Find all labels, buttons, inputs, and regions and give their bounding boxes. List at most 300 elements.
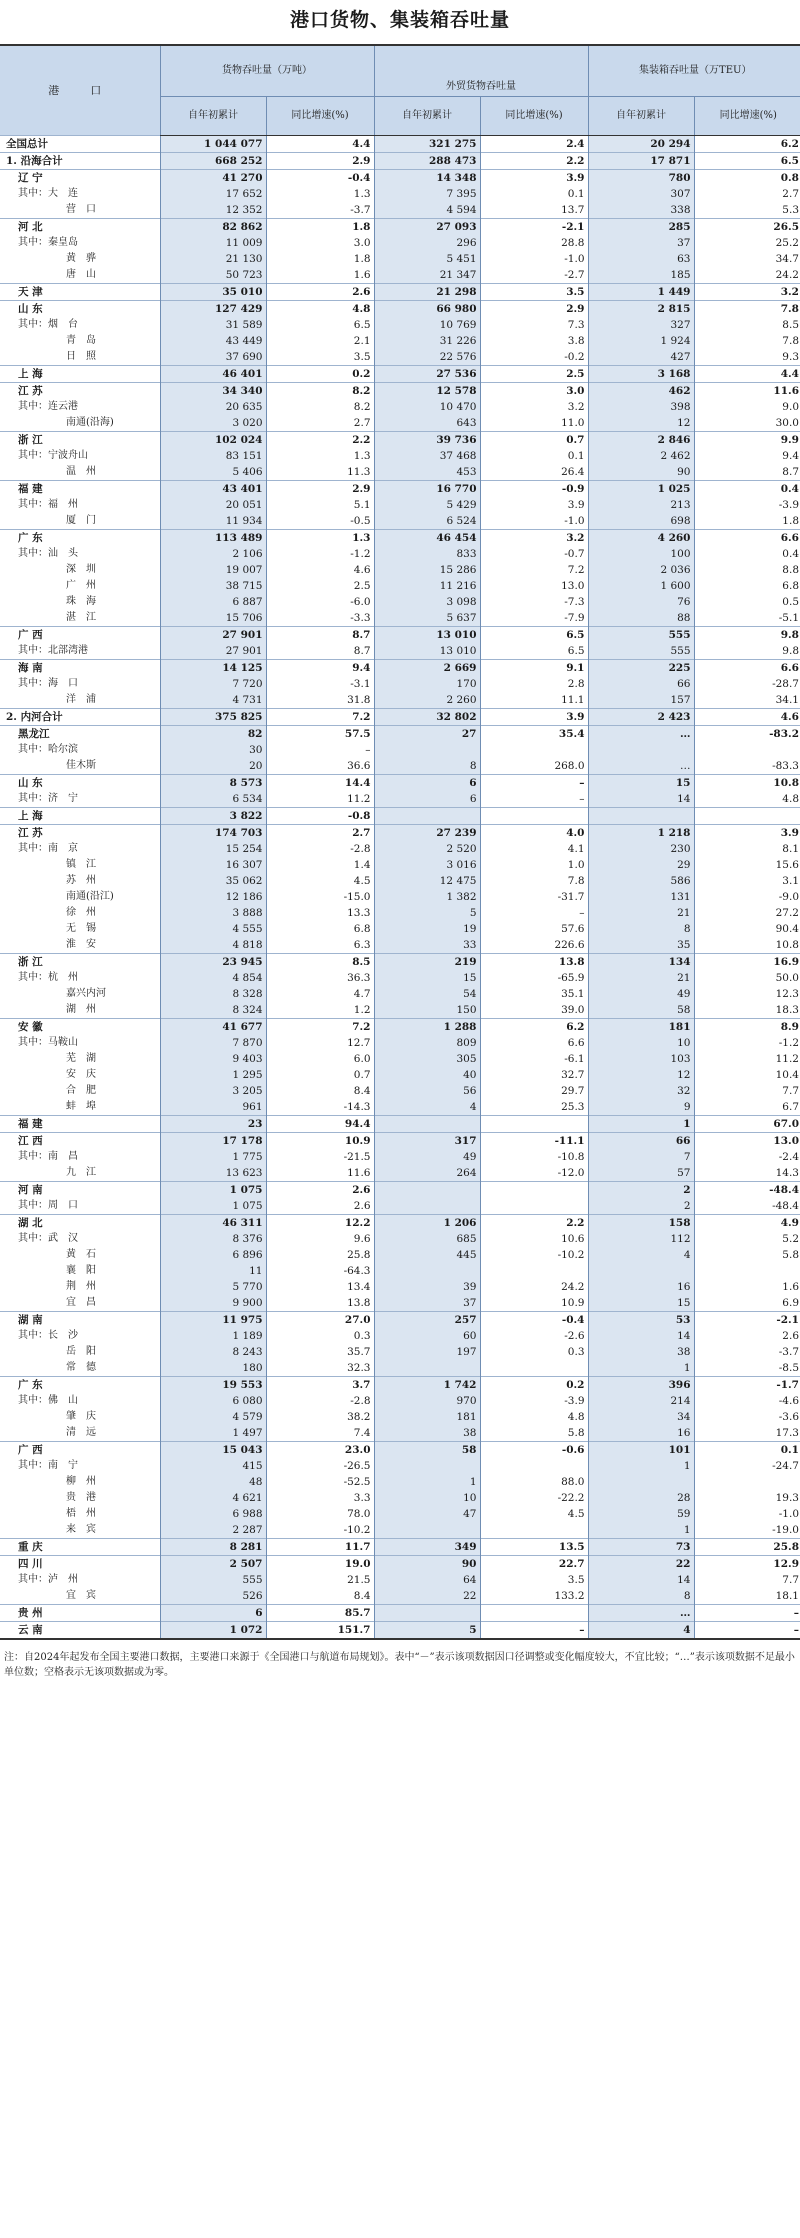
container-yoy: 18.1 — [694, 1588, 800, 1605]
foreign-yoy: 25.3 — [480, 1099, 588, 1116]
foreign-yoy: 6.2 — [480, 1019, 588, 1036]
cargo-yoy: 4.7 — [266, 986, 374, 1002]
container-ytd: 462 — [588, 383, 694, 400]
port-name: 清 远 — [66, 1427, 96, 1438]
container-ytd: 90 — [588, 464, 694, 481]
cargo-ytd: 15 706 — [160, 610, 266, 627]
cargo-yoy: 25.8 — [266, 1247, 374, 1263]
cargo-ytd: 23 945 — [160, 954, 266, 971]
container-ytd: 1 218 — [588, 825, 694, 842]
table-row — [0, 1458, 800, 1474]
cargo-ytd: 35 062 — [160, 873, 266, 889]
port-name: 其中：南 昌 — [18, 1151, 78, 1162]
container-ytd: 63 — [588, 251, 694, 267]
container-yoy: 6.5 — [694, 153, 800, 170]
port-name: 黄 石 — [66, 1249, 96, 1260]
container-ytd: 1 — [588, 1458, 694, 1474]
container-yoy: 50.0 — [694, 970, 800, 986]
port-name: 其中：周 口 — [18, 1200, 78, 1211]
header-foreign-yoy: 同比增速(%) — [480, 97, 588, 136]
container-ytd: 2 846 — [588, 432, 694, 449]
container-ytd: 780 — [588, 170, 694, 187]
container-yoy: 2.6 — [694, 1328, 800, 1344]
header-blank — [374, 45, 588, 78]
foreign-yoy: 0.1 — [480, 186, 588, 202]
cargo-ytd: 17 652 — [160, 186, 266, 202]
container-ytd: … — [588, 758, 694, 775]
port-name: 其中：长 沙 — [18, 1330, 78, 1341]
container-yoy: 6.2 — [694, 136, 800, 153]
cargo-yoy: 23.0 — [266, 1442, 374, 1459]
cargo-yoy: -14.3 — [266, 1099, 374, 1116]
foreign-ytd: 49 — [374, 1149, 480, 1165]
container-ytd: 338 — [588, 202, 694, 219]
foreign-ytd — [374, 742, 480, 758]
container-yoy: 24.2 — [694, 267, 800, 284]
foreign-ytd: 317 — [374, 1133, 480, 1150]
container-yoy: 7.8 — [694, 301, 800, 318]
container-yoy: -4.6 — [694, 1393, 800, 1409]
foreign-ytd: 3 098 — [374, 594, 480, 610]
container-ytd: 12 — [588, 1067, 694, 1083]
page-title: 港口货物、集装箱吞吐量 — [289, 9, 510, 31]
port-name: 其中：济 宁 — [18, 793, 78, 804]
cargo-ytd: 6 988 — [160, 1506, 266, 1522]
foreign-ytd — [374, 1263, 480, 1279]
foreign-ytd: 22 — [374, 1588, 480, 1605]
foreign-ytd: 1 382 — [374, 889, 480, 905]
foreign-yoy: 10.6 — [480, 1231, 588, 1247]
port-name: 徐 州 — [66, 907, 96, 918]
header-foreign-ytd: 自年初累计 — [374, 97, 480, 136]
table-row — [0, 170, 800, 187]
cargo-ytd: 6 896 — [160, 1247, 266, 1263]
foreign-yoy: 35.1 — [480, 986, 588, 1002]
table-row — [0, 1539, 800, 1556]
port-name: 湖 南 — [18, 1314, 43, 1326]
port-name: 其中：秦皇岛 — [18, 237, 78, 248]
foreign-ytd: 257 — [374, 1312, 480, 1329]
table-row — [0, 202, 800, 219]
cargo-ytd: 7 870 — [160, 1035, 266, 1051]
cargo-yoy: 2.5 — [266, 578, 374, 594]
table-row — [0, 267, 800, 284]
foreign-ytd: 170 — [374, 676, 480, 692]
container-ytd: 66 — [588, 1133, 694, 1150]
table-row — [0, 676, 800, 692]
cargo-yoy: 4.4 — [266, 136, 374, 153]
port-name: 2. 内河合计 — [6, 711, 63, 723]
container-yoy: 17.3 — [694, 1425, 800, 1442]
foreign-yoy: 28.8 — [480, 235, 588, 251]
foreign-ytd: 15 286 — [374, 562, 480, 578]
foreign-ytd: 6 — [374, 791, 480, 808]
container-ytd: 59 — [588, 1506, 694, 1522]
foreign-ytd: 219 — [374, 954, 480, 971]
foreign-yoy: 3.9 — [480, 170, 588, 187]
foreign-yoy: -1.0 — [480, 251, 588, 267]
container-yoy: -48.4 — [694, 1198, 800, 1215]
container-ytd: 2 423 — [588, 709, 694, 726]
container-yoy: -3.7 — [694, 1344, 800, 1360]
header-container: 集装箱吞吐量（万TEU） — [588, 45, 800, 97]
foreign-yoy: 2.2 — [480, 1215, 588, 1232]
cargo-yoy: 2.9 — [266, 481, 374, 498]
cargo-yoy: 6.8 — [266, 921, 374, 937]
foreign-yoy: 39.0 — [480, 1002, 588, 1019]
foreign-yoy: 11.1 — [480, 692, 588, 709]
cargo-yoy: 3.3 — [266, 1490, 374, 1506]
port-name: 其中：佛 山 — [18, 1395, 78, 1406]
container-ytd: 3 168 — [588, 366, 694, 383]
foreign-ytd — [374, 1198, 480, 1215]
table-row — [0, 1067, 800, 1083]
container-ytd: 14 — [588, 1328, 694, 1344]
container-yoy: -3.9 — [694, 497, 800, 513]
container-ytd: 49 — [588, 986, 694, 1002]
container-ytd: 100 — [588, 546, 694, 562]
container-yoy: 11.2 — [694, 1051, 800, 1067]
foreign-ytd: 305 — [374, 1051, 480, 1067]
cargo-yoy: – — [266, 742, 374, 758]
container-yoy — [694, 1474, 800, 1490]
table-row — [0, 1360, 800, 1377]
container-yoy: -2.1 — [694, 1312, 800, 1329]
container-ytd: 131 — [588, 889, 694, 905]
table-row — [0, 643, 800, 660]
port-name: 其中：连云港 — [18, 401, 78, 412]
cargo-yoy: 4.5 — [266, 873, 374, 889]
cargo-yoy: 8.4 — [266, 1083, 374, 1099]
foreign-ytd: 833 — [374, 546, 480, 562]
foreign-yoy — [480, 1522, 588, 1539]
table-row — [0, 1377, 800, 1394]
foreign-yoy: -7.9 — [480, 610, 588, 627]
foreign-yoy: 226.6 — [480, 937, 588, 954]
table-row — [0, 857, 800, 873]
container-yoy: 4.6 — [694, 709, 800, 726]
container-yoy: 34.7 — [694, 251, 800, 267]
container-ytd: 58 — [588, 1002, 694, 1019]
table-row — [0, 1572, 800, 1588]
cargo-yoy: -0.5 — [266, 513, 374, 530]
container-yoy: – — [694, 1605, 800, 1622]
port-name: 广 州 — [66, 580, 96, 591]
table-row — [0, 1231, 800, 1247]
cargo-ytd: 1 497 — [160, 1425, 266, 1442]
foreign-yoy — [480, 1360, 588, 1377]
foreign-ytd: 4 594 — [374, 202, 480, 219]
foreign-yoy: -7.3 — [480, 594, 588, 610]
table-row — [0, 1425, 800, 1442]
container-ytd: 396 — [588, 1377, 694, 1394]
container-yoy: 67.0 — [694, 1116, 800, 1133]
container-ytd: 16 — [588, 1425, 694, 1442]
table-row — [0, 1622, 800, 1640]
container-yoy: 6.8 — [694, 578, 800, 594]
table-row — [0, 317, 800, 333]
foreign-yoy: -12.0 — [480, 1165, 588, 1182]
cargo-ytd: 37 690 — [160, 349, 266, 366]
container-yoy: 10.8 — [694, 937, 800, 954]
container-ytd: 35 — [588, 937, 694, 954]
footnote: 注：自2024年起发布全国主要港口数据，主要港口来源于《全国港口与航道布局规划》。表中“－”表示该项数据因口径调整或变化幅度较大，不宜比较；“…”表示该项数据不足最小单位数；空格表示无该项数据或为零。 — [4, 1652, 795, 1678]
foreign-ytd: 39 — [374, 1279, 480, 1295]
container-ytd: 327 — [588, 317, 694, 333]
cargo-ytd: 375 825 — [160, 709, 266, 726]
container-ytd: 2 462 — [588, 448, 694, 464]
container-yoy: -8.5 — [694, 1360, 800, 1377]
container-ytd: 214 — [588, 1393, 694, 1409]
cargo-yoy: 3.7 — [266, 1377, 374, 1394]
container-yoy: 9.9 — [694, 432, 800, 449]
cargo-yoy: 2.1 — [266, 333, 374, 349]
foreign-yoy: -0.4 — [480, 1312, 588, 1329]
container-ytd: 14 — [588, 1572, 694, 1588]
container-yoy — [694, 742, 800, 758]
table-row — [0, 153, 800, 170]
port-name: 山 东 — [18, 303, 43, 315]
cargo-ytd: 113 489 — [160, 530, 266, 547]
container-ytd — [588, 1263, 694, 1279]
port-name: 其中：汕 头 — [18, 548, 78, 559]
cargo-ytd: 4 731 — [160, 692, 266, 709]
table-row — [0, 610, 800, 627]
cargo-yoy: 8.2 — [266, 399, 374, 415]
foreign-ytd: 37 468 — [374, 448, 480, 464]
foreign-yoy: 13.0 — [480, 578, 588, 594]
foreign-yoy — [480, 1458, 588, 1474]
foreign-ytd: 40 — [374, 1067, 480, 1083]
foreign-yoy — [480, 1263, 588, 1279]
cargo-ytd: 1 295 — [160, 1067, 266, 1083]
port-name: 其中：北部湾港 — [18, 645, 88, 656]
foreign-ytd: 1 742 — [374, 1377, 480, 1394]
container-yoy: 6.7 — [694, 1099, 800, 1116]
port-name: 苏 州 — [66, 875, 96, 886]
foreign-ytd: 445 — [374, 1247, 480, 1263]
foreign-yoy — [480, 1198, 588, 1215]
container-yoy: -2.4 — [694, 1149, 800, 1165]
container-yoy: 3.2 — [694, 284, 800, 301]
container-yoy: 9.8 — [694, 627, 800, 644]
foreign-yoy: -11.1 — [480, 1133, 588, 1150]
foreign-ytd: 4 — [374, 1099, 480, 1116]
table-row — [0, 448, 800, 464]
foreign-yoy: 88.0 — [480, 1474, 588, 1490]
container-yoy: 6.9 — [694, 1295, 800, 1312]
table-row — [0, 1328, 800, 1344]
foreign-ytd: 288 473 — [374, 153, 480, 170]
cargo-ytd: 83 151 — [160, 448, 266, 464]
table-row — [0, 758, 800, 775]
cargo-yoy: 6.5 — [266, 317, 374, 333]
port-name: 芜 湖 — [66, 1053, 96, 1064]
port-name: 山 东 — [18, 777, 43, 789]
cargo-yoy: -0.4 — [266, 170, 374, 187]
port-name: 湛 江 — [66, 612, 96, 623]
container-yoy: 0.1 — [694, 1442, 800, 1459]
header-cargo-ytd: 自年初累计 — [160, 97, 266, 136]
container-yoy: 9.0 — [694, 399, 800, 415]
port-name: 辽 宁 — [18, 172, 43, 184]
cargo-yoy: 14.4 — [266, 775, 374, 792]
cargo-ytd: 41 677 — [160, 1019, 266, 1036]
cargo-ytd: 2 106 — [160, 546, 266, 562]
container-yoy: 10.4 — [694, 1067, 800, 1083]
foreign-ytd: 5 637 — [374, 610, 480, 627]
cargo-yoy: 12.2 — [266, 1215, 374, 1232]
port-name: 海 南 — [18, 662, 43, 674]
port-name: 襄 阳 — [66, 1265, 96, 1276]
cargo-yoy: 8.7 — [266, 627, 374, 644]
port-name: 宜 宾 — [66, 1590, 96, 1601]
cargo-ytd: 20 635 — [160, 399, 266, 415]
cargo-yoy: 1.2 — [266, 1002, 374, 1019]
cargo-yoy: 5.1 — [266, 497, 374, 513]
port-name: 黑龙江 — [18, 728, 50, 740]
foreign-ytd: 5 — [374, 905, 480, 921]
foreign-yoy: 0.1 — [480, 448, 588, 464]
foreign-yoy: 3.8 — [480, 333, 588, 349]
cargo-yoy: -26.5 — [266, 1458, 374, 1474]
table-row — [0, 1116, 800, 1133]
table-row — [0, 726, 800, 743]
cargo-ytd: 11 009 — [160, 235, 266, 251]
table-row — [0, 432, 800, 449]
foreign-yoy: 13.7 — [480, 202, 588, 219]
foreign-yoy: 29.7 — [480, 1083, 588, 1099]
cargo-yoy: 78.0 — [266, 1506, 374, 1522]
foreign-ytd: 31 226 — [374, 333, 480, 349]
cargo-yoy: 2.2 — [266, 432, 374, 449]
container-ytd: 37 — [588, 235, 694, 251]
table-row — [0, 383, 800, 400]
cargo-yoy: 57.5 — [266, 726, 374, 743]
container-ytd: 1 — [588, 1522, 694, 1539]
cargo-yoy: 8.2 — [266, 383, 374, 400]
foreign-ytd: 14 348 — [374, 170, 480, 187]
cargo-yoy: 4.8 — [266, 301, 374, 318]
container-ytd: 4 — [588, 1622, 694, 1640]
cargo-ytd: 4 579 — [160, 1409, 266, 1425]
table-row — [0, 1474, 800, 1490]
table-row — [0, 660, 800, 677]
table-row — [0, 333, 800, 349]
container-yoy: -1.7 — [694, 1377, 800, 1394]
container-yoy: 11.6 — [694, 383, 800, 400]
container-yoy: 5.3 — [694, 202, 800, 219]
container-yoy: 14.3 — [694, 1165, 800, 1182]
container-ytd: 1 — [588, 1360, 694, 1377]
foreign-ytd: 1 288 — [374, 1019, 480, 1036]
table-row — [0, 954, 800, 971]
cargo-ytd: 13 623 — [160, 1165, 266, 1182]
cargo-ytd: 1 075 — [160, 1198, 266, 1215]
cargo-ytd: 7 720 — [160, 676, 266, 692]
foreign-yoy: 24.2 — [480, 1279, 588, 1295]
cargo-yoy: 2.7 — [266, 415, 374, 432]
container-yoy: – — [694, 1622, 800, 1640]
cargo-ytd: 34 340 — [160, 383, 266, 400]
foreign-ytd: 7 395 — [374, 186, 480, 202]
cargo-ytd: 415 — [160, 1458, 266, 1474]
port-name: 淮 安 — [66, 939, 96, 950]
foreign-yoy — [480, 1182, 588, 1199]
port-name: 安 徽 — [18, 1021, 43, 1033]
port-name: 营 口 — [66, 204, 96, 215]
table-row — [0, 366, 800, 383]
foreign-yoy: 6.6 — [480, 1035, 588, 1051]
container-yoy: 8.9 — [694, 1019, 800, 1036]
header-cargo: 货物吞吐量（万吨） — [160, 45, 374, 97]
cargo-ytd: 1 775 — [160, 1149, 266, 1165]
cargo-yoy: 36.6 — [266, 758, 374, 775]
table-row — [0, 1556, 800, 1573]
cargo-ytd: 174 703 — [160, 825, 266, 842]
container-ytd: 2 036 — [588, 562, 694, 578]
cargo-ytd: 8 573 — [160, 775, 266, 792]
foreign-yoy: 4.0 — [480, 825, 588, 842]
foreign-ytd: 12 578 — [374, 383, 480, 400]
cargo-ytd: 19 007 — [160, 562, 266, 578]
container-ytd: 134 — [588, 954, 694, 971]
cargo-ytd: 4 621 — [160, 1490, 266, 1506]
container-ytd: 230 — [588, 841, 694, 857]
table-row — [0, 481, 800, 498]
table-row — [0, 1588, 800, 1605]
container-ytd: 555 — [588, 627, 694, 644]
container-ytd: 73 — [588, 1539, 694, 1556]
cargo-ytd: 1 072 — [160, 1622, 266, 1640]
header-foreign: 外贸货物吞吐量 — [374, 78, 588, 97]
cargo-ytd: 526 — [160, 1588, 266, 1605]
cargo-ytd: 11 934 — [160, 513, 266, 530]
foreign-yoy: – — [480, 791, 588, 808]
header-port: 港 口 — [0, 45, 160, 136]
foreign-yoy: -2.6 — [480, 1328, 588, 1344]
foreign-ytd: 349 — [374, 1539, 480, 1556]
cargo-yoy: 94.4 — [266, 1116, 374, 1133]
container-ytd: 8 — [588, 921, 694, 937]
container-yoy: -83.2 — [694, 726, 800, 743]
port-name: 深 圳 — [66, 564, 96, 575]
foreign-ytd: 16 770 — [374, 481, 480, 498]
cargo-yoy: 31.8 — [266, 692, 374, 709]
header-cargo-yoy: 同比增速(%) — [266, 97, 374, 136]
table-row — [0, 284, 800, 301]
container-ytd: 698 — [588, 513, 694, 530]
cargo-ytd: 3 822 — [160, 808, 266, 825]
foreign-ytd — [374, 808, 480, 825]
foreign-yoy: -0.7 — [480, 546, 588, 562]
cargo-ytd: 17 178 — [160, 1133, 266, 1150]
port-name: 其中：杭 州 — [18, 972, 78, 983]
foreign-yoy: 5.8 — [480, 1425, 588, 1442]
table-row — [0, 1002, 800, 1019]
container-ytd: 103 — [588, 1051, 694, 1067]
foreign-ytd: 27 093 — [374, 219, 480, 236]
cargo-yoy: 2.9 — [266, 153, 374, 170]
table-row — [0, 889, 800, 905]
container-ytd: 22 — [588, 1556, 694, 1573]
container-yoy: -24.7 — [694, 1458, 800, 1474]
cargo-ytd: 50 723 — [160, 267, 266, 284]
foreign-yoy: 26.4 — [480, 464, 588, 481]
port-name: 1. 沿海合计 — [6, 155, 63, 167]
container-yoy: 16.9 — [694, 954, 800, 971]
cargo-yoy: 11.3 — [266, 464, 374, 481]
